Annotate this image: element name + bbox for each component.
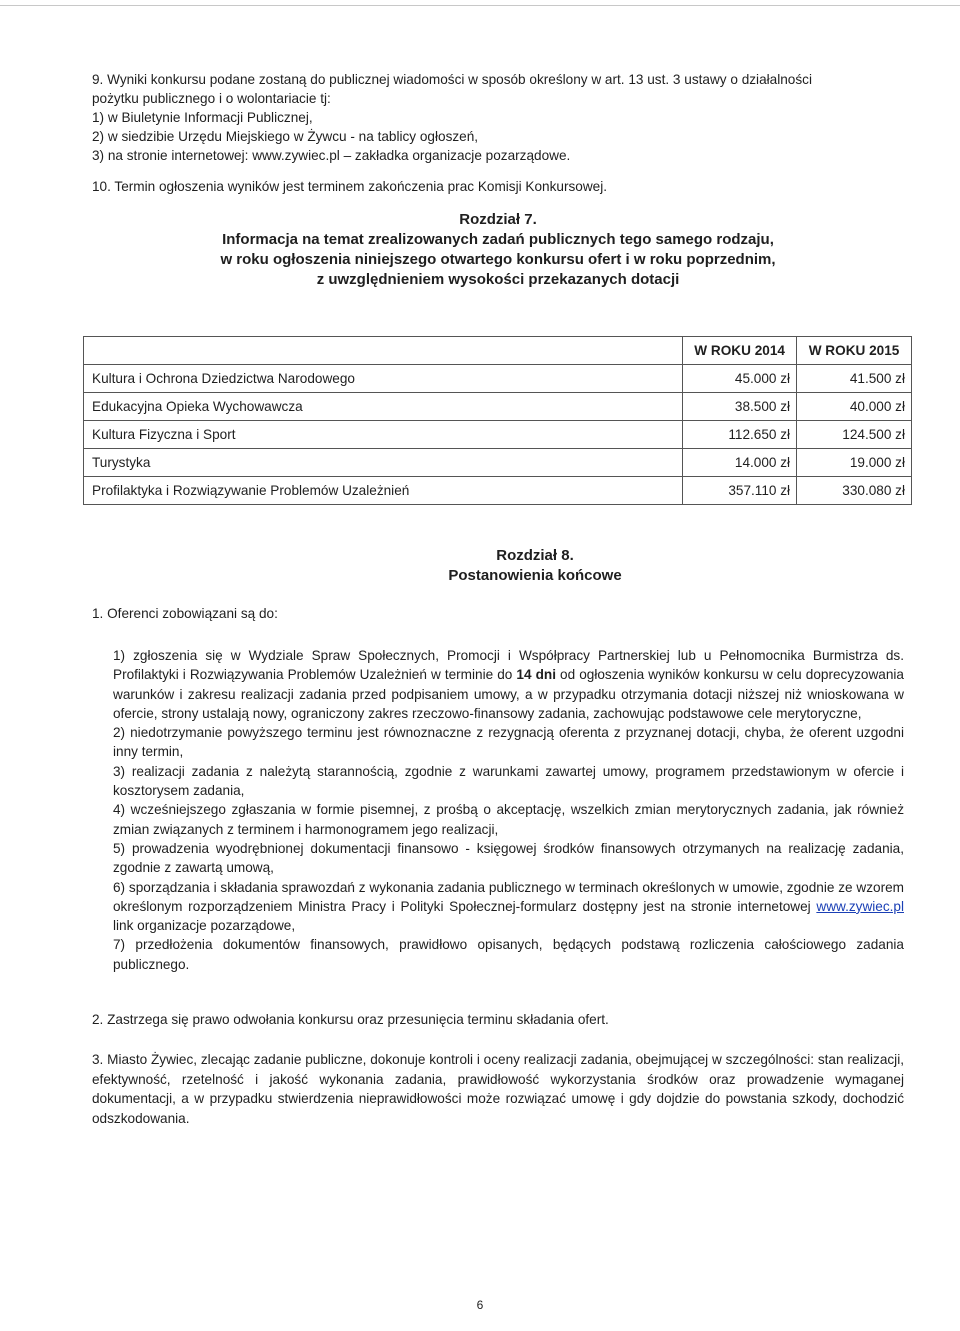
- table-row: [84, 477, 912, 505]
- table-header-row: [84, 337, 912, 365]
- scan-top-edge: [0, 5, 960, 6]
- grants-table: [83, 336, 912, 505]
- row-value-2014: 38.500 zł: [683, 393, 797, 421]
- item-2: 2. Zastrzega się prawo odwołania konkursu oraz przesunięcia terminu składania ofert.: [92, 1012, 609, 1027]
- section-8-title: Postanowienia końcowe: [448, 567, 622, 584]
- obligation-1-deadline: 14 dni: [516, 667, 556, 683]
- paragraph-10: 10. Termin ogłoszenia wyników jest terminem zakończenia prac Komisji Konkursowej.: [92, 179, 608, 194]
- obligation-5: 5) prowadzenia wyodrębnionej dokumentacji finansowo - księgowej środków finansowych otrzymanych na realizację zadania, zgodnie z zawartą umową,: [113, 840, 904, 876]
- paragraph-9-item-2: 2) w siedzibie Urzędu Miejskiego w Żywcu - na tablicy ogłoszeń,: [92, 129, 479, 144]
- section-7-title-line-2: w roku ogłoszenia niniejszego otwartego konkursu ofert i w roku poprzednim,: [220, 251, 776, 268]
- table-row: [84, 365, 912, 393]
- zywiec-website-link[interactable]: www.zywiec.pl: [816, 898, 904, 914]
- item-3: 3. Miasto Żywiec, zlecając zadanie publiczne, dokonuje kontroli i oceny realizacji zadania, obejmującej w szczególności: stan realizacji, efektywność, rzetelność i jakość wykonania zadania, prawidłowość wykorzystania środków oraz prowadzenie wymaganej dokumentacji, a w przypadku stwierdzenia nieprawidłowości może rozwiązać umowę i gdy dojdzie do powstania szkody, dochodzić odszkodowania.: [92, 1052, 904, 1126]
- row-value-2015: 124.500 zł: [797, 421, 912, 449]
- top-section: [92, 70, 904, 290]
- row-name: Turystyka: [84, 449, 683, 477]
- obligation-6-text-end: link organizacje pozarządowe,: [113, 918, 296, 934]
- obligation-1: [113, 646, 904, 723]
- obligation-2: 2) niedotrzymanie powyższego terminu jest równoznaczne z rezygnacją oferenta z przyznanej dotacji, chyba, że oferent uzgodni inny termin,: [113, 725, 904, 760]
- section-7-title-line-1: Informacja na temat zrealizowanych zadań publicznych tego samego rodzaju,: [222, 231, 774, 248]
- table-header-2015: W ROKU 2015: [797, 337, 912, 365]
- paragraph-9-item-1: 1) w Biuletynie Informacji Publicznej,: [92, 110, 313, 125]
- section-7-heading: Rozdział 7.: [459, 211, 537, 228]
- row-value-2015: 330.080 zł: [797, 477, 912, 505]
- obligation-6-text-start: 6) sporządzania i składania sprawozdań z wykonania zadania publicznego w terminach określonych w umowie, zgodnie ze wzorem określonym rozporządzeniem Ministra Pracy i Polityki Społecznej-formularz dostępny jest na stronie internetowej: [113, 879, 904, 914]
- row-name: Profilaktyka i Rozwiązywanie Problemów Uzależnień: [84, 477, 683, 505]
- row-value-2014: 45.000 zł: [683, 365, 797, 393]
- section-8-header: [300, 546, 770, 586]
- obligation-1-text-end: od ogłoszenia wyników konkursu w celu doprecyzowania warunków i zakresu realizacji zadania przed podpisaniem umowy, a w przypadku otrzymania dotacji niższej niż wnioskowana w ofercie, strony ustalają nowy, ograniczony zakres rzeczowo-finansowy zadania, zachowując podstawowe cele merytoryczne,: [113, 667, 904, 721]
- table-row: [84, 393, 912, 421]
- row-name: Kultura Fizyczna i Sport: [84, 421, 683, 449]
- obligation-4: 4) wcześniejszego zgłaszania w formie pisemnej, z prośbą o akceptację, wszelkich zmian merytorycznych zadania, jak również zmian związanych z terminem i harmonogramem jego realizacji,: [113, 802, 904, 837]
- obligation-6: [113, 878, 904, 936]
- paragraph-9-line-2: pożytku publicznego i o wolontariacie tj:: [92, 91, 331, 106]
- row-value-2015: 40.000 zł: [797, 393, 912, 421]
- row-value-2014: 14.000 zł: [683, 449, 797, 477]
- row-value-2015: 19.000 zł: [797, 449, 912, 477]
- obligation-1-text-start: 1) zgłoszenia się w Wydziale Spraw Społecznych, Promocji i Współpracy Partnerskiej lub u Pełnomocnika Burmistrza ds. Profilaktyki i Rozwiązywania Problemów Uzależnień w terminie do: [113, 648, 904, 683]
- item-1-intro: 1. Oferenci zobowiązani są do:: [92, 606, 278, 621]
- obligation-3: 3) realizacji zadania z należytą starannością, zgodnie z warunkami zawartej umowy, programem przedstawionym w ofercie i kosztorysem zadania,: [113, 763, 904, 799]
- row-value-2014: 357.110 zł: [683, 477, 797, 505]
- row-name: Kultura i Ochrona Dziedzictwa Narodowego: [84, 365, 683, 393]
- table-header-2014: W ROKU 2014: [683, 337, 797, 365]
- row-name: Edukacyjna Opieka Wychowawcza: [84, 393, 683, 421]
- paragraph-9-line-1: 9. Wyniki konkursu podane zostaną do publicznej wiadomości w sposób określony w art. 13 ust. 3 ustawy o działalności: [92, 72, 812, 87]
- page-number: 6: [476, 1298, 484, 1312]
- obligations-list: [113, 646, 904, 974]
- section-7-title-line-3: z uwzględnieniem wysokości przekazanych dotacji: [316, 271, 680, 288]
- section-8-heading: Rozdział 8.: [496, 547, 574, 564]
- table-row: [84, 449, 912, 477]
- obligation-7: 7) przedłożenia dokumentów finansowych, prawidłowo opisanych, będących podstawą rozliczenia całościowego zadania publicznego.: [113, 937, 904, 972]
- row-value-2014: 112.650 zł: [683, 421, 797, 449]
- table-row: [84, 421, 912, 449]
- paragraph-9-item-3: 3) na stronie internetowej: www.zywiec.pl – zakładka organizacje pozarządowe.: [92, 148, 571, 163]
- row-value-2015: 41.500 zł: [797, 365, 912, 393]
- table-header-empty: [84, 337, 683, 365]
